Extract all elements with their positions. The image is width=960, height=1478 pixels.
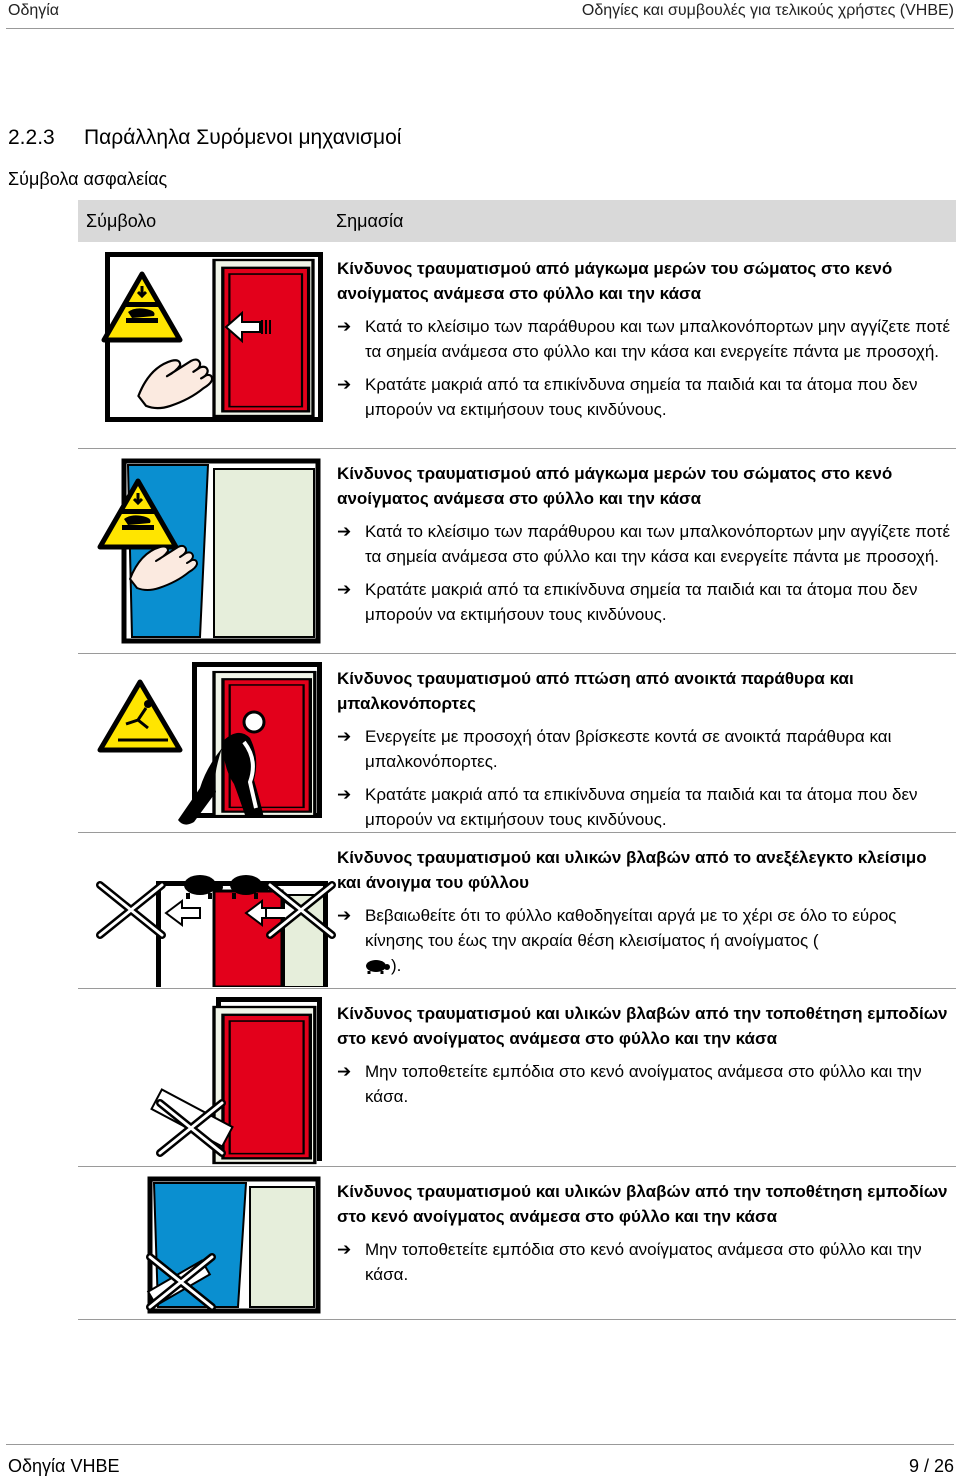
arrow-right-icon: ➔ (337, 522, 352, 541)
arrow-right-icon: ➔ (337, 580, 352, 599)
footer-left: Οδηγία VHBE (8, 1456, 120, 1476)
row-text (337, 461, 955, 627)
list-item: ➔ Κατά το κλείσιμο των παράθυρου και των μπαλκονόπορτων μην αγγίζετε ποτέ τα σημεία ανάμεσα στο φύλλο και την κάσα και ενεργείτε πάντα με προσοχή. (337, 314, 955, 364)
blue-tilt-hand-crush-warning-icon (96, 457, 336, 652)
table-row (78, 451, 956, 654)
arrow-right-icon: ➔ (337, 317, 352, 336)
arrow-right-icon: ➔ (337, 906, 352, 925)
section-title (8, 126, 401, 150)
list-item: ➔ Κατά το κλείσιμο των παράθυρου και των μπαλκονόπορτων μην αγγίζετε ποτέ τα σημεία ανάμεσα στο φύλλο και την κάσα και ενεργείτε πάντα με προσοχή. (337, 519, 955, 569)
header-left: Οδηγία (8, 2, 60, 19)
col-symbol-header: Σύμβολο (86, 211, 157, 231)
list-item: ➔ Κρατάτε μακριά από τα επικίνδυνα σημεία τα παιδιά και τα άτομα που δεν μπορούν να εκτιμήσουν τους κινδύνους. (337, 782, 955, 832)
header-right: Οδηγίες και συμβουλές για τελικούς χρήστες (VHBE) (581, 2, 954, 19)
arrow-right-icon: ➔ (337, 785, 352, 804)
table-row (78, 246, 956, 449)
row-text (337, 1001, 955, 1109)
arrow-right-icon: ➔ (337, 1062, 352, 1081)
row-title: Κίνδυνος τραυματισμού από πτώση από ανοικτά παράθυρα και μπαλκονόπορτες (337, 669, 854, 713)
list-item: ➔ Κρατάτε μακριά από τα επικίνδυνα σημεία τα παιδιά και τα άτομα που δεν μπορούν να εκτιμήσουν τους κινδύνους. (337, 372, 955, 422)
row-text (337, 256, 955, 422)
table-row (78, 1169, 956, 1320)
arrow-right-icon: ➔ (337, 1240, 352, 1259)
col-meaning-header: Σημασία (336, 211, 404, 231)
list-item: ➔ Μην τοποθετείτε εμπόδια στο κενό ανοίγματος ανάμεσα στο φύλλο και την κάσα. (337, 1237, 955, 1287)
list-item: ➔ Ενεργείτε με προσοχή όταν βρίσκεστε κοντά σε ανοικτά παράθυρα και μπαλκονόπορτες. (337, 724, 955, 774)
falling-person-warning-icon (96, 662, 336, 837)
row-text (337, 845, 955, 981)
arrow-right-icon: ➔ (337, 375, 352, 394)
list-item: ➔ Βεβαιωθείτε ότι το φύλλο καθοδηγείται αργά με το χέρι σε όλο το εύρος κίνησης του έως την ακραία θέση κλεισίματος ή ανοίγματος ( ). (337, 903, 955, 981)
arrow-right-icon: ➔ (337, 727, 352, 746)
table-row (78, 835, 956, 989)
red-sash-hand-crush-warning-icon (96, 252, 336, 427)
header-rule (6, 28, 954, 29)
slow-sash-movement-icon (96, 841, 336, 992)
section-number: 2.2.3 (8, 126, 55, 149)
row-title: Κίνδυνος τραυματισμού από μάγκωμα μερών του σώματος στο κενό ανοίγματος ανάμεσα στο φύλλο και την κάσα (337, 464, 893, 508)
blue-tilt-no-obstacles-icon (96, 1175, 336, 1320)
table-header (78, 200, 956, 242)
page-header (0, 0, 960, 30)
table-row (78, 656, 956, 833)
list-item: ➔ Μην τοποθετείτε εμπόδια στο κενό ανοίγματος ανάμεσα στο φύλλο και την κάσα. (337, 1059, 955, 1109)
row-text (337, 1179, 955, 1287)
red-sash-no-obstacles-icon (96, 997, 336, 1172)
table-row (78, 991, 956, 1167)
row-title: Κίνδυνος τραυματισμού και υλικών βλαβών από την τοποθέτηση εμποδίων στο κενό ανοίγματος ανάμεσα στο φύλλο και την κάσα (337, 1004, 948, 1048)
list-item: ➔ Κρατάτε μακριά από τα επικίνδυνα σημεία τα παιδιά και τα άτομα που δεν μπορούν να εκτιμήσουν τους κινδύνους. (337, 577, 955, 627)
section-title-text: Παράλληλα Συρόμενοι μηχανισμοί (84, 126, 402, 149)
footer-rule (6, 1444, 954, 1445)
subsection-title: Σύμβολα ασφαλείας (8, 169, 168, 189)
row-title: Κίνδυνος τραυματισμού από μάγκωμα μερών του σώματος στο κενό ανοίγματος ανάμεσα στο φύλλο και την κάσα (337, 259, 893, 303)
page-number: 9 / 26 (908, 1456, 954, 1476)
row-text (337, 666, 955, 832)
row-title: Κίνδυνος τραυματισμού και υλικών βλαβών από το ανεξέλεγκτο κλείσιμο και άνοιγμα του φύλλου (337, 848, 927, 892)
turtle-icon (365, 956, 391, 981)
row-title: Κίνδυνος τραυματισμού και υλικών βλαβών από την τοποθέτηση εμποδίων στο κενό ανοίγματος ανάμεσα στο φύλλο και την κάσα (337, 1182, 948, 1226)
